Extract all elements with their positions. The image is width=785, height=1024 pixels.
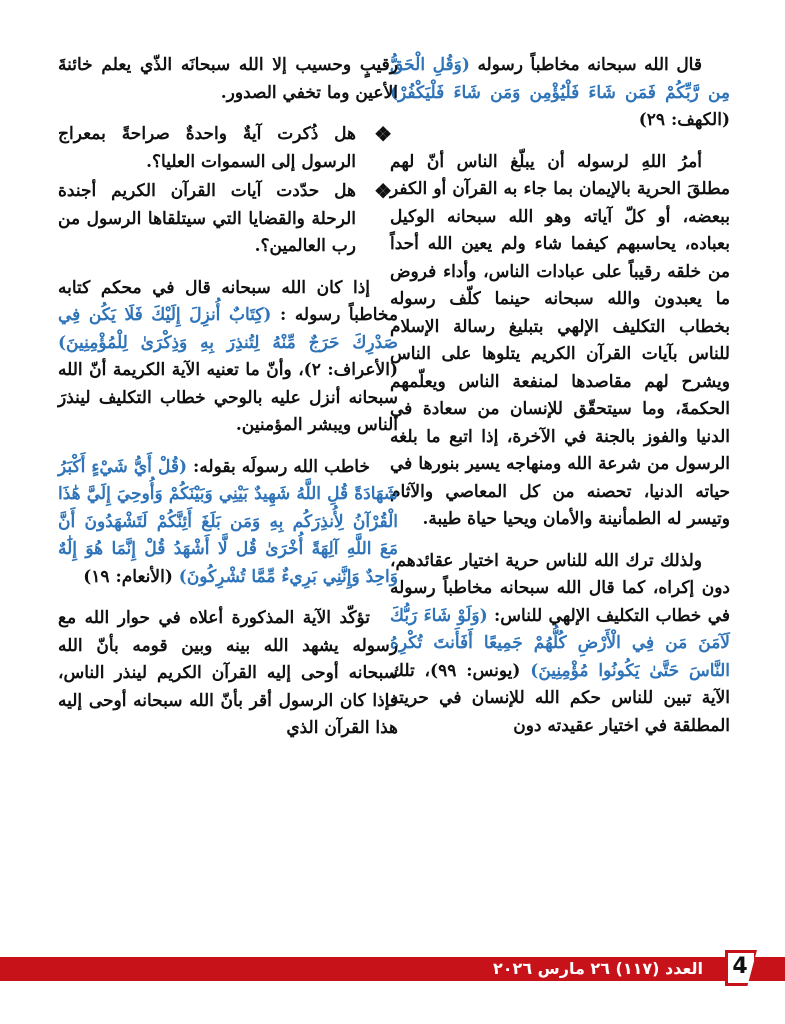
diamond-bullet-icon: ❖ — [374, 122, 392, 146]
left-paragraph-2 — [58, 275, 398, 440]
right-column — [390, 52, 730, 754]
right-paragraph-2: أمرُ اللهِ لرسوله أن يبلّغ الناس أنّ لهم مطلقَ الحرية بالإيمان بما جاء به القرآن أو الكفر ببعضه، أو كلّ آياته وهو الله سبحانه الوكيل بعباده، يحاسبهم كيفما شاء ولم يعين الله أحداً من خلقه رقيباً على عبادات الناس، وأداء فروض ما يعبدون والله سبحانه حينما كلّف رسوله بخطاب التكليف الإلهي بتبليغ رسالة الإسلام للناس بآيات القرآن الكريم يتلوها على الناس ويشرح لهم مقاصدها لمنفعة الناس ويعلّمهم الحكمةَ، وما سيتحقّق للإنسان من سعادة في الدنيا والفوز بالجنة في الآخرة، إذا اتبع ما بلغه الرسول من شرعة الله ومنهاجه يسير بنورها في حياته الدنيا، تحصنه من كل المعاصي والآثام وتيسر له الطمأنينة والأمان ويحيا حياة طيبة. — [390, 151, 730, 529]
left-paragraph-4: تؤكّد الآية المذكورة أعلاه في حوار الله مع رسوله يشهد الله بينه وبين قومه بأنّ الله سبحانه أوحى إليه القرآن الكريم لينذر الناس، فإذا كان الرسول أقر بأنّ الله سبحانه أوحى إليه هذا القرآن الذي — [58, 608, 398, 738]
question-list — [58, 121, 398, 261]
verse-ref-araf: (الأعراف: ٢)، — [298, 360, 398, 380]
left-p2-tail: وأنّ ما تعنيه الآية الكريمة أنّ الله سبحانه أنزل عليه بالوحي خطاب التكليف لينذرَ الناس ويبشر المؤمنين. — [58, 360, 398, 435]
question-item — [58, 178, 398, 261]
quran-verse-yunus: (وَلَوْ شَاءَ رَبُّكَ لَآمَنَ مَن فِي الْأَرْضِ كُلُّهُمْ جَمِيعًا أَفَأَنتَ تُكْرِهُ النَّاسَ حَتَّىٰ يَكُونُوا مُؤْمِنِينَ) — [390, 605, 731, 681]
left-paragraph-1: رقيبٍ وحسيب إلا الله سبحانَه الذّي يعلم خائنةَ الأعين وما تخفي الصدور. — [58, 55, 398, 103]
verse-ref-yunus: (يونس: ٩٩)، — [424, 660, 521, 681]
right-p3-tail: تلك الآية تبين للناس حكم الله للإنسان في حريته المطلقة في اختيار عقيدته دون — [390, 660, 730, 736]
right-paragraph-3 — [390, 548, 730, 741]
left-p2-intro: إذا كان الله سبحانه قال في محكم كتابه مخاطباً رسوله : — [58, 277, 399, 325]
quran-verse-araf: (كِتَابٌ أُنزِلَ إِلَيْكَ فَلَا يَكُن فِي صَدْرِكَ حَرَجٌ مِّنْهُ لِتُنذِرَ بِهِ وَذِكْرَىٰ لِلْمُؤْمِنِينَ) — [58, 305, 398, 353]
right-paragraph-1 — [390, 52, 730, 135]
question-item — [58, 121, 398, 176]
quran-verse-anam: (قُلْ أَيُّ شَيْءٍ أَكْبَرُ شَهَادَةً قُلِ اللَّهُ شَهِيدٌ بَيْنِي وَبَيْنَكُمْ وَأُوحِيَ إِلَيَّ هَٰذَا الْقُرْآنُ لِأُنذِرَكُم بِهِ وَمَن بَلَغَ أَئِنَّكُمْ لَتَشْهَدُونَ أَنَّ مَعَ اللَّهِ آلِهَةً أُخْرَىٰ قُل لَّا أَشْهَدُ قُلْ إِنَّمَا هُوَ إِلَٰهٌ وَاحِدٌ وَإِنَّنِي بَرِيءٌ مِّمَّا تُشْرِكُونَ) — [58, 456, 398, 587]
page-number: 4 — [732, 954, 748, 979]
left-column — [58, 52, 398, 757]
right-p1-intro: قال الله سبحانه مخاطباً رسوله — [477, 55, 702, 75]
diamond-bullet-icon: ❖ — [374, 179, 392, 203]
right-p3-intro: ولذلك ترك الله للناس حرية اختيار عقائدهم، دون إكراه، كما قال الله سبحانه مخاطباً رسوله في خطاب التكليف الإلهي للناس: — [390, 550, 730, 626]
left-paragraph-3 — [58, 454, 398, 592]
verse-ref-anam: (الأنعام: ١٩) — [83, 566, 173, 587]
quran-verse-kahf: (وَقُلِ الْحَقُّ مِن رَّبِّكُمْ فَمَن شَاءَ فَلْيُؤْمِن وَمَن شَاءَ فَلْيَكْفُرْ) — [390, 55, 730, 103]
verse-ref-kahf: (الكهف: ٢٩) — [638, 110, 730, 130]
left-p3-intro: خاطب الله رسولَه بقوله: — [193, 456, 370, 477]
question-text: هل حدّدت آيات القرآن الكريم أجندة الرحلة والقضايا التي سيتلقاها الرسول من رب العالمين؟. — [58, 181, 356, 256]
issue-date-line: العدد (١١٧) ٢٦ مارس ٢٠٢٦ — [493, 959, 703, 978]
question-text: هل ذُكرت آيةٌ واحدةٌ صراحةً بمعراج الرسول إلى السموات العليا؟. — [58, 124, 356, 172]
